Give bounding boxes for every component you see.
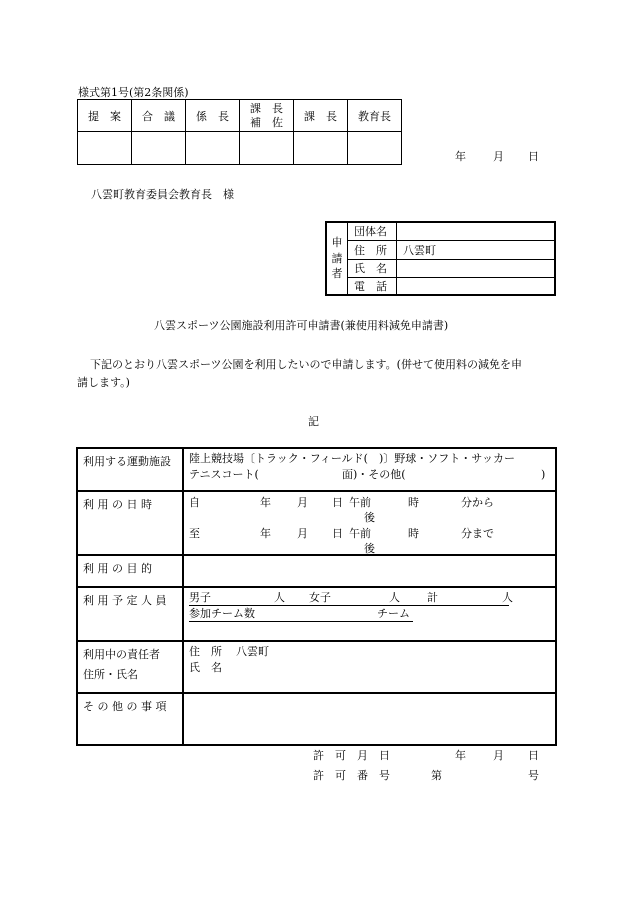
- approval-stamp-row: [78, 132, 402, 165]
- applicant-side-char: 請: [331, 251, 343, 265]
- applicant-table: [325, 221, 556, 296]
- applicant-label-phone: 電 話: [348, 277, 397, 295]
- applicant-label-org: 団体名: [348, 222, 397, 240]
- approval-header: 課 長: [294, 100, 348, 132]
- stamp-cell[interactable]: [348, 132, 402, 165]
- male-label: 男子: [189, 591, 211, 604]
- approval-header: 課 長 補 佐: [240, 100, 294, 132]
- applicant-side-label: [326, 222, 348, 295]
- total-unit: 人: [502, 591, 513, 604]
- to-year: 年: [260, 527, 271, 540]
- other-label: そ の 他 の 事 項: [77, 693, 183, 745]
- permit-month: 月: [493, 749, 504, 762]
- approval-header: 提 案: [78, 100, 132, 132]
- female-unit: 人: [389, 591, 400, 604]
- applicant-address-field[interactable]: 八雲町: [397, 240, 556, 259]
- stamp-cell[interactable]: [78, 132, 132, 165]
- to-minute: 分まで: [461, 527, 494, 540]
- to-hour: 時: [408, 527, 419, 540]
- facility-label: 利用する運動施設: [77, 448, 183, 491]
- from-month: 月: [297, 496, 308, 509]
- from-year: 年: [260, 496, 271, 509]
- permit-dai: 第: [431, 769, 442, 782]
- from-label: 自: [189, 496, 200, 509]
- approval-stamp-table: [77, 99, 402, 165]
- to-month: 月: [297, 527, 308, 540]
- stamp-cell[interactable]: [240, 132, 294, 165]
- applicant-label-name: 氏 名: [348, 259, 397, 277]
- from-am: 午前: [349, 496, 371, 509]
- date-year: 年: [455, 150, 466, 163]
- stamp-cell[interactable]: [294, 132, 348, 165]
- responsible-label: 利用中の責任者: [83, 648, 160, 661]
- form-number: 様式第1号(第2条関係): [78, 86, 189, 99]
- purpose-field[interactable]: [183, 555, 556, 587]
- stamp-cell[interactable]: [186, 132, 240, 165]
- people-row: [77, 587, 556, 641]
- body-text-line1: 下記のとおり八雲スポーツ公園を利用したいので申請します。(併せて使用料の減免を申: [90, 358, 522, 371]
- other-row: [77, 693, 556, 745]
- purpose-label: 利 用 の 目 的: [77, 555, 183, 587]
- to-am: 午前: [349, 527, 371, 540]
- responsible-row: [77, 641, 556, 693]
- ki-label: 記: [308, 415, 319, 428]
- responsible-address-value[interactable]: 八雲町: [236, 645, 269, 658]
- applicant-side-char: 者: [331, 267, 343, 281]
- datetime-cell[interactable]: [183, 491, 556, 555]
- from-minute: 分から: [461, 496, 494, 509]
- addressee: 八雲町教育委員会教育長 様: [91, 188, 234, 201]
- to-day: 日: [332, 527, 343, 540]
- purpose-row: [77, 555, 556, 587]
- people-underline: [189, 593, 509, 606]
- from-pm: 後: [364, 511, 375, 524]
- date-month: 月: [493, 150, 504, 163]
- date-day: 日: [528, 150, 539, 163]
- body-text-line2: 請します。): [77, 376, 130, 389]
- court-count-label: 面)・その他(: [342, 468, 406, 481]
- approval-header: 係 長: [186, 100, 240, 132]
- male-unit: 人: [274, 591, 285, 604]
- from-hour: 時: [408, 496, 419, 509]
- permit-number-label: 許 可 番 号: [313, 769, 390, 782]
- applicant-phone-field[interactable]: [397, 277, 556, 295]
- applicant-org-field[interactable]: [397, 222, 556, 240]
- responsible-label-cell: [77, 641, 183, 693]
- approval-header: 合 議: [132, 100, 186, 132]
- to-label: 至: [189, 527, 200, 540]
- responsible-cell[interactable]: [183, 641, 556, 693]
- from-day: 日: [332, 496, 343, 509]
- datetime-label: 利 用 の 日 時: [77, 491, 183, 555]
- document-title: 八雲スポーツ公園施設利用許可申請書(兼使用料減免申請書): [154, 319, 449, 332]
- datetime-row: [77, 491, 556, 555]
- responsible-sublabel: 住所・氏名: [83, 668, 138, 681]
- permit-year: 年: [455, 749, 466, 762]
- teams-label: 参加チーム数: [189, 607, 255, 620]
- other-field[interactable]: [183, 693, 556, 745]
- tennis-court-label: テニスコート(: [189, 468, 259, 481]
- permit-go: 号: [528, 769, 539, 782]
- to-pm: 後: [364, 542, 375, 555]
- responsible-address-label: 住 所: [189, 645, 222, 658]
- facility-options-line1: 陸上競技場〔トラック・フィールド( )〕野球・ソフト・サッカー: [189, 452, 516, 465]
- female-label: 女子: [309, 591, 331, 604]
- main-form-table: [76, 447, 557, 746]
- people-cell[interactable]: [183, 587, 556, 641]
- total-label: 計: [427, 591, 438, 604]
- permit-day: 日: [528, 749, 539, 762]
- stamp-cell[interactable]: [132, 132, 186, 165]
- facility-cell[interactable]: [183, 448, 556, 491]
- approval-header-row: [78, 100, 402, 132]
- permit-date-label: 許 可 月 日: [313, 749, 390, 762]
- applicant-name-field[interactable]: [397, 259, 556, 277]
- approval-header: 教育長: [348, 100, 402, 132]
- applicant-side-char: 申: [331, 235, 343, 249]
- responsible-name-label: 氏 名: [189, 661, 222, 674]
- teams-unit: チーム: [377, 607, 410, 620]
- facility-row: [77, 448, 556, 491]
- applicant-label-address: 住 所: [348, 240, 397, 259]
- other-close-paren: ): [541, 468, 546, 481]
- people-label: 利 用 予 定 人 員: [77, 587, 183, 641]
